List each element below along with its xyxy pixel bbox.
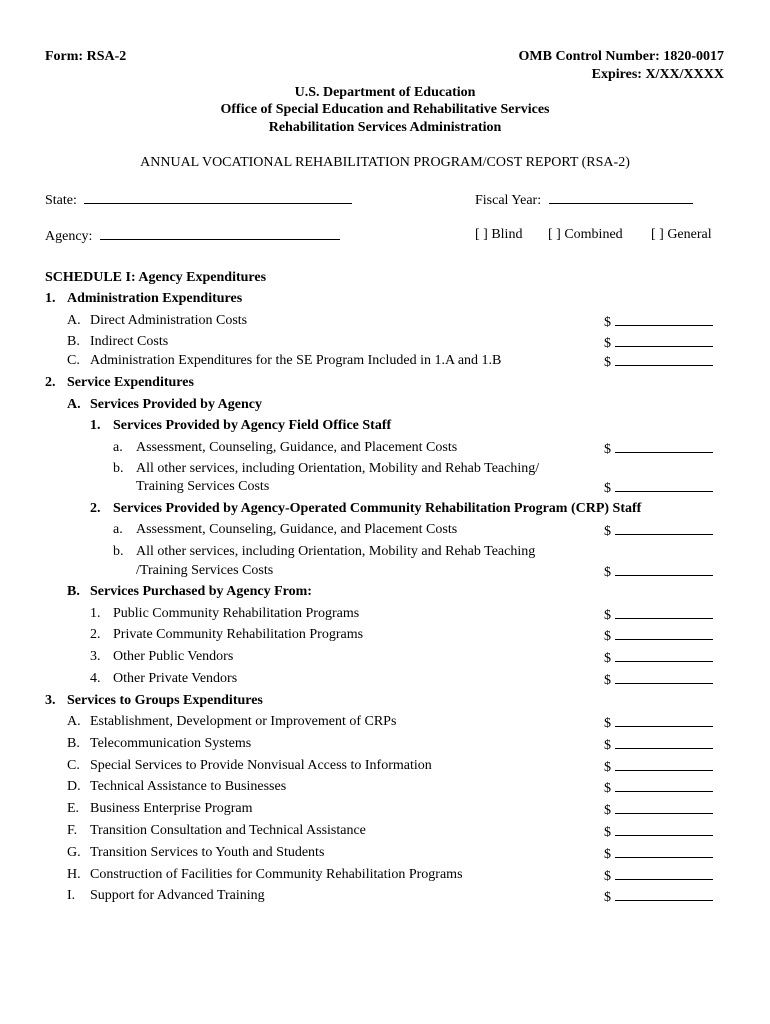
item-marker: E.: [67, 801, 80, 816]
dollar-sign: $: [604, 442, 611, 457]
item-marker: b.: [113, 544, 124, 559]
field-office-staff-title: Services Provided by Agency Field Office Staff: [113, 418, 392, 433]
crp-other-services-label-line1: All other services, including Orientation, Mobility and Rehab Teaching: [136, 544, 536, 559]
crp-other-services-field: [604, 563, 713, 581]
fiscal-year-input[interactable]: [549, 191, 693, 204]
field-office-assessment-field: [604, 440, 713, 458]
omb-control-number: OMB Control Number: 1820-0017: [518, 49, 724, 64]
advanced-training-label: Support for Advanced Training: [90, 888, 265, 903]
dollar-sign: $: [604, 336, 611, 351]
indirect-costs-label: Indirect Costs: [90, 334, 169, 349]
indirect-costs-field: [604, 334, 713, 352]
item-marker: B.: [67, 736, 80, 751]
telecommunication-systems-field: [604, 736, 713, 754]
subsection-marker: 2.: [90, 501, 101, 516]
section-1-number: 1.: [45, 291, 56, 306]
agency-field: [45, 227, 340, 245]
blind-checkbox[interactable]: [ ] Blind: [475, 227, 523, 242]
item-marker: b.: [113, 461, 124, 476]
transition-services-label: Transition Services to Youth and Students: [90, 845, 325, 860]
report-title: ANNUAL VOCATIONAL REHABILITATION PROGRAM/COST REPORT (RSA-2): [140, 155, 630, 170]
public-crp-label: Public Community Rehabilitation Programs: [113, 606, 360, 621]
item-marker: 1.: [90, 606, 101, 621]
dollar-sign: $: [604, 315, 611, 330]
private-crp-field: [604, 627, 713, 645]
other-public-vendors-field: [604, 649, 713, 667]
dollar-sign: $: [604, 738, 611, 753]
dollar-sign: $: [604, 869, 611, 884]
transition-services-field: [604, 845, 713, 863]
dollar-sign: $: [604, 890, 611, 905]
amount-input[interactable]: [615, 736, 713, 749]
amount-input[interactable]: [615, 714, 713, 727]
item-marker: A.: [67, 313, 81, 328]
dollar-sign: $: [604, 760, 611, 775]
field-office-other-services-field: [604, 479, 713, 497]
amount-input[interactable]: [615, 563, 713, 576]
state-input[interactable]: [84, 191, 352, 204]
services-provided-by-agency-title: Services Provided by Agency: [90, 397, 263, 412]
item-marker: a.: [113, 522, 123, 537]
amount-input[interactable]: [615, 671, 713, 684]
crp-staff-title: Services Provided by Agency-Operated Community Rehabilitation Program (CRP) Staff: [113, 501, 642, 516]
other-public-vendors-label: Other Public Vendors: [113, 649, 234, 664]
amount-input[interactable]: [615, 758, 713, 771]
crp-assessment-label: Assessment, Counseling, Guidance, and Placement Costs: [136, 522, 458, 537]
amount-input[interactable]: [615, 823, 713, 836]
amount-input[interactable]: [615, 867, 713, 880]
public-crp-field: [604, 606, 713, 624]
item-marker: 4.: [90, 671, 101, 686]
office-name: Office of Special Education and Rehabilitative Services: [220, 102, 550, 117]
dollar-sign: $: [604, 781, 611, 796]
advanced-training-field: [604, 888, 713, 906]
dollar-sign: $: [604, 825, 611, 840]
technical-assistance-label: Technical Assistance to Businesses: [90, 779, 287, 794]
section-2-number: 2.: [45, 375, 56, 390]
subsection-marker: A.: [67, 397, 81, 412]
dollar-sign: $: [604, 355, 611, 370]
construction-facilities-field: [604, 867, 713, 885]
state-label: State:: [45, 193, 77, 208]
item-marker: C.: [67, 353, 80, 368]
amount-input[interactable]: [615, 779, 713, 792]
technical-assistance-field: [604, 779, 713, 797]
item-marker: D.: [67, 779, 81, 794]
dollar-sign: $: [604, 481, 611, 496]
dollar-sign: $: [604, 629, 611, 644]
item-marker: G.: [67, 845, 81, 860]
dollar-sign: $: [604, 803, 611, 818]
amount-input[interactable]: [615, 313, 713, 326]
transition-consultation-label: Transition Consultation and Technical Assistance: [90, 823, 366, 838]
dollar-sign: $: [604, 847, 611, 862]
amount-input[interactable]: [615, 801, 713, 814]
agency-input[interactable]: [100, 227, 340, 240]
direct-administration-costs-label: Direct Administration Costs: [90, 313, 248, 328]
telecommunication-systems-label: Telecommunication Systems: [90, 736, 252, 751]
department-name: U.S. Department of Education: [294, 85, 476, 100]
fiscal-year-field: [475, 191, 693, 209]
administration-name: Rehabilitation Services Administration: [268, 120, 502, 135]
amount-input[interactable]: [615, 845, 713, 858]
section-3-title: Services to Groups Expenditures: [67, 693, 263, 708]
other-private-vendors-field: [604, 671, 713, 689]
item-marker: 3.: [90, 649, 101, 664]
crp-establishment-label: Establishment, Development or Improvement of CRPs: [90, 714, 397, 729]
business-enterprise-field: [604, 801, 713, 819]
expiration-date: Expires: X/XX/XXXX: [591, 67, 724, 82]
dollar-sign: $: [604, 608, 611, 623]
section-1-title: Administration Expenditures: [67, 291, 243, 306]
item-marker: a.: [113, 440, 123, 455]
section-2-title: Service Expenditures: [67, 375, 194, 390]
schedule-title: SCHEDULE I: Agency Expenditures: [45, 270, 267, 285]
dollar-sign: $: [604, 565, 611, 580]
item-marker: 2.: [90, 627, 101, 642]
general-checkbox[interactable]: [ ] General: [651, 227, 712, 242]
dollar-sign: $: [604, 673, 611, 688]
transition-consultation-field: [604, 823, 713, 841]
subsection-marker: 1.: [90, 418, 101, 433]
item-marker: I.: [67, 888, 76, 903]
item-marker: C.: [67, 758, 80, 773]
crp-establishment-field: [604, 714, 713, 732]
nonvisual-access-field: [604, 758, 713, 776]
field-office-other-services-label-line2: Training Services Costs: [136, 479, 270, 494]
construction-facilities-label: Construction of Facilities for Community Rehabilitation Programs: [90, 867, 463, 882]
item-marker: F.: [67, 823, 78, 838]
nonvisual-access-label: Special Services to Provide Nonvisual Access to Information: [90, 758, 432, 773]
amount-input[interactable]: [615, 353, 713, 366]
other-private-vendors-label: Other Private Vendors: [113, 671, 238, 686]
crp-assessment-field: [604, 522, 713, 540]
amount-input[interactable]: [615, 334, 713, 347]
subsection-marker: B.: [67, 584, 80, 599]
amount-input[interactable]: [615, 627, 713, 640]
services-purchased-title: Services Purchased by Agency From:: [90, 584, 312, 599]
field-office-assessment-label: Assessment, Counseling, Guidance, and Placement Costs: [136, 440, 458, 455]
dollar-sign: $: [604, 651, 611, 666]
amount-input[interactable]: [615, 606, 713, 619]
amount-input[interactable]: [615, 479, 713, 492]
dollar-sign: $: [604, 716, 611, 731]
section-3-number: 3.: [45, 693, 56, 708]
se-program-admin-field: [604, 353, 713, 371]
amount-input[interactable]: [615, 440, 713, 453]
item-marker: A.: [67, 714, 81, 729]
direct-administration-costs-field: [604, 313, 713, 331]
combined-checkbox[interactable]: [ ] Combined: [548, 227, 623, 242]
item-marker: B.: [67, 334, 80, 349]
agency-label: Agency:: [45, 229, 93, 244]
field-office-other-services-label-line1: All other services, including Orientation, Mobility and Rehab Teaching/: [136, 461, 540, 476]
state-field: [45, 191, 352, 209]
crp-other-services-label-line2: /Training Services Costs: [136, 563, 274, 578]
amount-input[interactable]: [615, 522, 713, 535]
business-enterprise-label: Business Enterprise Program: [90, 801, 253, 816]
amount-input[interactable]: [615, 888, 713, 901]
fiscal-year-label: Fiscal Year:: [475, 193, 542, 208]
form-id: Form: RSA-2: [45, 49, 127, 64]
se-program-admin-label: Administration Expenditures for the SE Program Included in 1.A and 1.B: [90, 353, 502, 368]
amount-input[interactable]: [615, 649, 713, 662]
item-marker: H.: [67, 867, 81, 882]
private-crp-label: Private Community Rehabilitation Programs: [113, 627, 364, 642]
dollar-sign: $: [604, 524, 611, 539]
